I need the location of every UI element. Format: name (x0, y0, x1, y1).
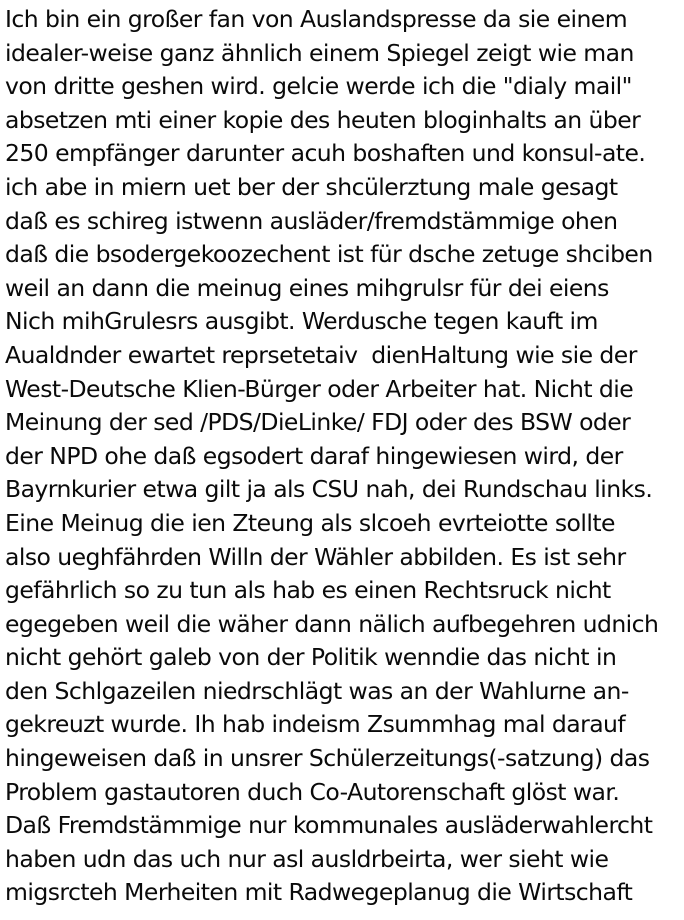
text-line: ich abe in miern uet ber der shcülerztung male gesagt (5, 172, 618, 201)
text-line: gekreuzt wurde. Ih hab indeism Zsummhag mal darauf (5, 710, 626, 739)
text-line: West-Deutsche Klien-Bürger oder Arbeiter hat. Nicht die (5, 374, 634, 403)
text-line: den Schlgazeilen niedrschlägt was an der Wahlurne an- (5, 676, 629, 705)
text-line: Problem gastautoren duch Co-Autorenschaft glöst war. (5, 777, 620, 806)
text-line: hingeweisen daß in unsrer Schülerzeitungs(-satzung) das (5, 744, 650, 773)
text-line: Daß Fremdstämmige nur kommunales ausläderwahlercht (5, 811, 653, 840)
text-line: daß die bsodergekoozechent ist für dsche zetuge shciben (5, 240, 653, 269)
text-line: Meinung der sed /PDS/DieLinke/ FDJ oder des BSW oder (5, 408, 631, 437)
text-line: Eine Meinug die ien Zteung als slcoeh evrteiotte sollte (5, 508, 615, 537)
text-line: haben udn das uch nur asl ausldrbeirta, wer sieht wie (5, 844, 609, 873)
text-line: der NPD ohe daß egsodert daraf hingewiesen wird, der (5, 441, 623, 470)
text-line: absetzen mti einer kopie des heuten bloginhalts an über (5, 105, 641, 134)
text-line: also ueghfährden Willn der Wähler abbilden. Es ist sehr (5, 542, 626, 571)
text-line: egegeben weil die wäher dann nälich aufbegehren udnich (5, 609, 659, 638)
text-line: migsrcteh Merheiten mit Radwegeplanug die Wirtschaft (5, 878, 633, 907)
text-line: Bayrnkurier etwa gilt ja als CSU nah, dei Rundschau links. (5, 475, 653, 504)
text-line: weil an dann die meinug eines mihgrulsr für dei eiens (5, 273, 609, 302)
text-line: idealer-weise ganz ähnlich einem Spiegel zeigt wie man (5, 38, 634, 67)
text-line: gefährlich so zu tun als hab es einen Rechtsruck nicht (5, 576, 611, 605)
text-line: Ich bin ein großer fan von Auslandspresse da sie einem (5, 5, 628, 33)
text-line: von dritte geshen wird. gelcie werde ich die "dialy mail" (5, 72, 632, 101)
text-line: Nich mihGrulesrs ausgibt. Werdusche tegen kauft im (5, 307, 598, 336)
document-text-block (5, 3, 684, 910)
text-line: 250 empfänger darunter acuh boshaften und konsul-ate. (5, 139, 646, 168)
text-line: nicht gehört galeb von der Politik wenndie das nicht in (5, 643, 617, 672)
text-line: daß es schireg istwenn ausläder/fremdstämmige ohen (5, 206, 618, 235)
text-line: Aualdnder ewartet reprsetetaiv dienHaltung wie sie der (5, 340, 637, 369)
